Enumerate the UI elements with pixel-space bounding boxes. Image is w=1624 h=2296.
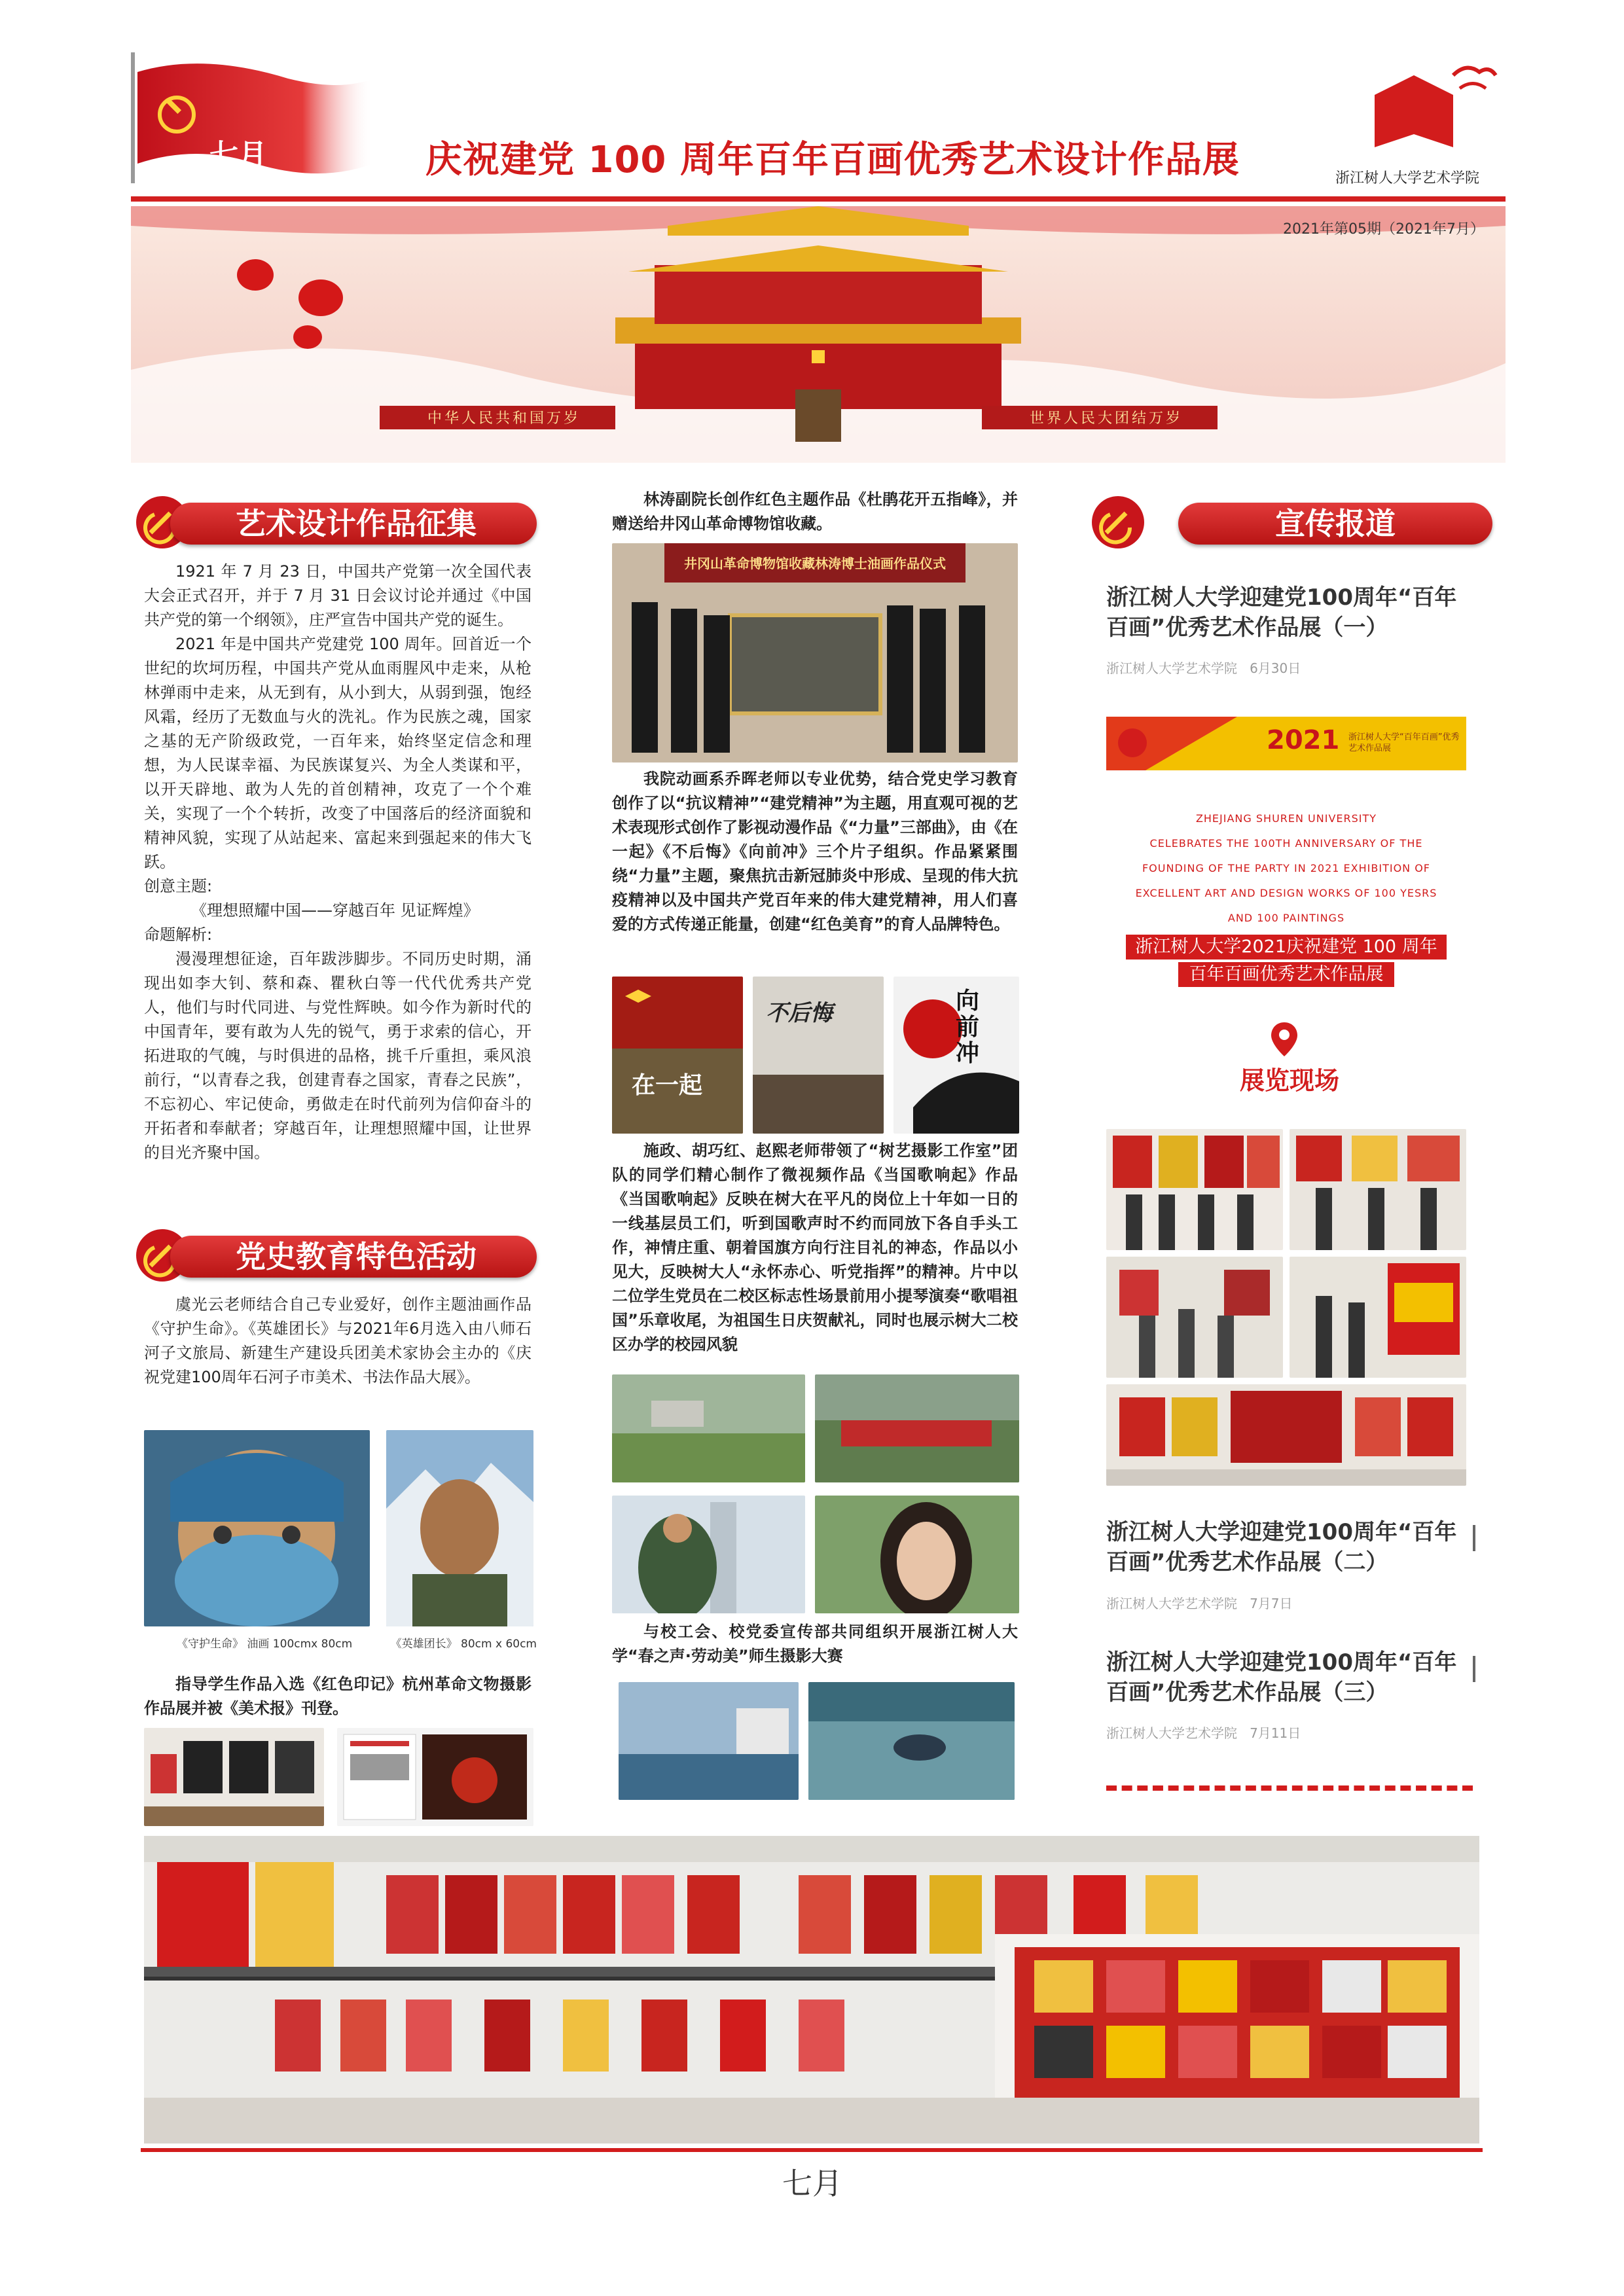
english-line: CELEBRATES THE 100TH ANNIVERSARY OF THE (1149, 837, 1423, 850)
dashed-divider (1106, 1785, 1473, 1791)
section-title: 艺术设计作品征集 (170, 503, 537, 545)
student-portrait-photo (815, 1496, 1019, 1613)
english-line: AND 100 PAINTINGS (1227, 912, 1345, 924)
painting-caption: 《英雄团长》 80cm x 60cm (390, 1638, 537, 1651)
painting-guardian-of-life (144, 1430, 370, 1626)
exhibition-name-line2: 百年百画优秀艺术作品展 (1178, 962, 1394, 987)
section-heading-collection (131, 491, 537, 551)
header-divider (131, 196, 1506, 202)
theme-text: 《理想照耀中国——穿越百年 见证辉煌》 (191, 901, 479, 920)
english-line: EXCELLENT ART AND DESIGN WORKS OF 100 YESRS (1135, 887, 1437, 899)
venue-photo-1 (1106, 1129, 1283, 1250)
location-pin-icon (1270, 1021, 1299, 1058)
paragraph: 施政、胡巧红、赵熙老师带领了“树艺摄影工作室”团队的同学们精心制作了微视频作品《当国歌响起》作品《当国歌响起》反映在树大在平凡的岗位上十年如一日的一线基层员工们，听到国歌声时不约而同放下各自手头工作，神情庄重、朝着国旗方向行注目礼的神态，作品以小见大，反映树大人“永怀赤心、听党指挥”的精神。片中以二位学生党员在二校区标志性场景前用小提琴演奏“歌唱祖国”乐章收尾，为祖国生日庆贺献礼，同时也展示树大二校区办学的校园风貌 (612, 1141, 1018, 1354)
hammer-sickle-icon (1087, 491, 1149, 554)
poster-year: 2021 (1267, 725, 1340, 755)
news-date: 7月11日 (1250, 1725, 1301, 1741)
middle-body-1 (612, 488, 1018, 536)
section2-body-2 (144, 1672, 532, 1721)
school-logo-icon (1368, 62, 1499, 154)
news-divider (1473, 1656, 1475, 1682)
section-title: 党史教育特色活动 (170, 1236, 537, 1278)
news-item-meta (1106, 1723, 1301, 1742)
paragraph: 林涛副院长创作红色主题作品《杜鹃花开五指峰》，并赠送给井冈山革命博物馆收藏。 (612, 490, 1018, 533)
english-line: ZHEJIANG SHUREN UNIVERSITY (1195, 812, 1377, 825)
school-name: 浙江树人大学艺术学院 (1335, 170, 1480, 187)
footer-month: 七月 (782, 2166, 842, 2201)
paragraph: 指导学生作品入选《红色印记》杭州革命文物摄影作品展并被《美术报》刊登。 (144, 1675, 532, 1717)
poster-english-text (1106, 806, 1466, 931)
bottom-rule (141, 2148, 1483, 2152)
middle-body-4 (612, 1620, 1018, 1668)
paragraph: 与校工会、校党委宣传部共同组织开展浙江树人大学“春之声·劳动美”师生摄影大赛 (612, 1623, 1018, 1665)
news-item-title[interactable]: 浙江树人大学迎建党100周年“百年百画”优秀艺术作品展（二） (1106, 1519, 1457, 1575)
paragraph: 我院动画系乔晖老师以专业优势，结合党史学习教育创作了以“抗议精神”“建党精神”为主题，用直观可视的艺术表现形式创作了影视动漫作品《“力量”三部曲》，由《在一起》《不后悔》《向前冲》三个片子组织。作品紧紧围绕“力量”主题，聚焦抗击新冠肺炎中形成、呈现的伟大抗疫精神以及中国共产党百年来的伟大建党精神，用人们喜爱的方式传递正能量，创建“红色美育”的育人品牌特色。 (612, 770, 1018, 933)
banner-slogan-right: 世界人民大团结万岁 (1029, 410, 1183, 427)
poster-subtitle: 浙江树人大学“百年百画”优秀艺术作品展 (1348, 732, 1460, 753)
poster-title: 在一起 (632, 1072, 703, 1099)
ceremony-banner-text: 井冈山革命博物馆收藏林涛博士油画作品仪式 (684, 556, 946, 571)
section1-body (144, 560, 532, 1165)
campus-aerial-photo (612, 1374, 805, 1482)
tiananmen-banner (131, 206, 1506, 463)
soldier-salute-photo (612, 1496, 805, 1613)
news-item-title[interactable]: 浙江树人大学迎建党100周年“百年百画”优秀艺术作品展（三） (1106, 1649, 1457, 1706)
exhibition-photo (144, 1728, 324, 1826)
newspaper-screenshot (337, 1728, 533, 1826)
painting-caption: 《守护生命》 油画 100cmx 80cm (177, 1638, 353, 1651)
labor-photo-1 (619, 1682, 799, 1800)
venue-photo-3 (1106, 1257, 1283, 1378)
english-line: FOUNDING OF THE PARTY IN 2021 EXHIBITION OF (1142, 862, 1431, 874)
venue-photo-4 (1290, 1257, 1466, 1378)
poster-title: 不后悔 (766, 1000, 833, 1026)
middle-body-2 (612, 767, 1018, 937)
news-item-title[interactable]: 浙江树人大学迎建党100周年“百年百画”优秀艺术作品展（一） (1106, 584, 1457, 641)
exhibition-hall-panorama (144, 1836, 1479, 2144)
issue-number: 2021年第05期（2021年7月） (1283, 221, 1485, 238)
venue-photo-2 (1290, 1129, 1466, 1250)
donation-ceremony-photo (612, 543, 1018, 762)
news-item-meta (1106, 1593, 1293, 1612)
poster-title: 向前冲 (956, 988, 980, 1067)
analysis-label: 命题解析: (144, 925, 213, 944)
paragraph: 2021 年是中国共产党建党 100 周年。回首近一个世纪的坎坷历程，中国共产党从血雨腥风中走来，从枪林弹雨中走来，从无到有，从小到大，从弱到强，饱经风霜，经历了无数血与火的洗礼。作为民族之魂，国家之基的无产阶级政党，一百年来，始终坚定信念和理想，为人民谋幸福、为民族谋复兴、为全人类谋和平，以开天辟地、敢为人先的首创精神，攻克了一个个难关，实现了一个个转折，改变了中国落后的经济面貌和精神风貌，实现了从站起来、富起来到强起来的伟大飞跃。 (144, 635, 532, 871)
news-source: 浙江树人大学艺术学院 (1106, 660, 1237, 676)
paragraph: 漫漫理想征途，百年跋涉脚步。不同历史时期，涌现出如李大钊、蔡和森、瞿秋白等一代代优秀共产党人，他们与时代同进、与党性辉映。如今作为新时代的中国青年，要有敢为人先的锐气，勇于求索的信心，开拓进取的气魄，与时俱进的品格，挑千斤重担，乘风浪前行，“以青春之我，创建青春之国家，青春之民族”，不忘初心、牢记使命，勇做走在时代前列为信仰奋斗的开拓者和奉献者；穿越百年，让理想照耀中国，让世界的目光齐聚中国。 (144, 950, 532, 1162)
animation-poster-together (612, 977, 743, 1134)
news-item-meta (1106, 658, 1301, 677)
theme-label: 创意主题: (144, 877, 213, 895)
exhibition-name-line1: 浙江树人大学2021庆祝建党 100 周年 (1126, 935, 1447, 960)
venue-photo-5 (1106, 1384, 1466, 1486)
news-source: 浙江树人大学艺术学院 (1106, 1596, 1237, 1611)
middle-body-3 (612, 1139, 1018, 1357)
painting-hero-commander (386, 1430, 533, 1626)
labor-photo-2 (808, 1682, 1015, 1800)
section2-body (144, 1293, 532, 1390)
venue-heading: 展览现场 (1239, 1066, 1339, 1095)
news-date: 6月30日 (1250, 660, 1301, 676)
paragraph: 虞光云老师结合自己专业爱好，创作主题油画作品《守护生命》。《英雄团长》与2021年6月选入由八师石河子文旅局、新建生产建设兵团美术家协会主办的《庆祝党建100周年石河子市美术、书法作品大展》。 (144, 1295, 532, 1386)
banner-slogan-left: 中华人民共和国万岁 (427, 410, 581, 427)
page-title: 庆祝建党 100 周年百年百画优秀艺术设计作品展 (425, 139, 1240, 181)
month-badge: 七月 (209, 138, 267, 171)
news-divider (1473, 1525, 1475, 1551)
students-formation-photo (815, 1374, 1019, 1482)
section-heading-activities (131, 1224, 537, 1284)
news-source: 浙江树人大学艺术学院 (1106, 1725, 1237, 1741)
paragraph: 1921 年 7 月 23 日，中国共产党第一次全国代表大会正式召开，并于 7 月 31 日会议讨论并通过《中国共产党的第一个纲领》，庄严宣告中国共产党的诞生。 (144, 562, 532, 629)
section-title: 宣传报道 (1178, 503, 1492, 545)
news-date: 7月7日 (1250, 1596, 1293, 1611)
section-heading-news (1087, 491, 1492, 551)
